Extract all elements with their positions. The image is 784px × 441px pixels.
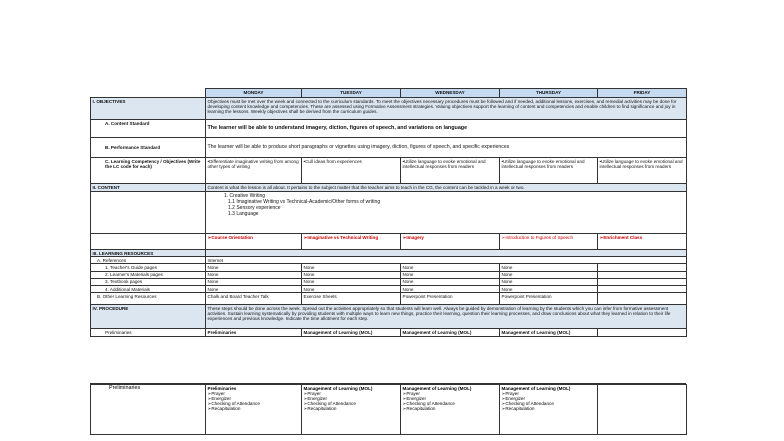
- content-outline: [206, 192, 687, 234]
- day-tuesday: TUESDAY: [302, 89, 401, 98]
- objectives-row: I. OBJECTIVES Objectives must be met over the week and connected to the curriculum standards. To meet the objectives necessary procedures must be followed and if needed, additional lessons, exercises, and remedial activities may be done for developing content knowledge and competencies. These are assessed using Formative Assessment strategies. Valuing objectives support the learning of content and competencies and enable children to find significance and joy in learning the lessons. Weekly objectives shall be derived from the curriculum guides.: [91, 98, 687, 120]
- preliminaries-label: Preliminaries: [91, 385, 206, 435]
- cell: [598, 278, 687, 285]
- prelim-item: ➢ Prayer: [304, 391, 399, 396]
- content-outline-row: [91, 192, 687, 234]
- cell: None: [401, 278, 500, 285]
- materials-label: Learner's Materials pages: [110, 272, 163, 278]
- content-text: Content is what the lesson is all about. It pertains to the subject matter that the teacher aims to teach in the CG, the content can be tackled in a week or two.: [206, 184, 687, 192]
- procedure-text: These steps should be done across the week. Spread out the activities appropriately so that students will learn well. Always be guided by demonstration of learning by the students which you can infer from formative assessment activities. Sustain learning systematically by providing students with multiple ways to learn new things, practice their learning, question their learning processes, and draw conclusions about what they learned in relation to their life experiences and previous knowledge. Indicate the time allotment for each step.: [206, 305, 687, 329]
- resources-label: LEARNING RESOURCES: [98, 250, 154, 256]
- performance-standard-label: Performance Standard: [110, 144, 161, 150]
- prelim-item: ➢ Prayer: [403, 391, 498, 396]
- textbook-label: Textbook pages: [110, 279, 143, 285]
- prelim-item: ➢ Checking of Attendance: [208, 401, 300, 406]
- day-friday: FRIDAY: [598, 89, 687, 98]
- cell: [598, 329, 687, 337]
- day-header-row: [91, 89, 687, 98]
- competency-tuesday: • Cull ideas from experiences: [302, 158, 401, 184]
- cell: None: [206, 278, 302, 285]
- cell: None: [302, 271, 401, 278]
- cell: [598, 293, 687, 305]
- prelim-item: ➢ Checking of Attendance: [403, 401, 498, 406]
- topic-monday: ➢ Course Orientation: [206, 234, 302, 250]
- prelim-col-thursday: [500, 385, 598, 435]
- prelim-item: ➢ Energizer: [208, 396, 300, 401]
- cell: None: [302, 264, 401, 271]
- topic-tuesday: ➢ Imaginative vs Technical Writing: [302, 234, 401, 250]
- prelim-item: ➢ Recapitulation: [502, 406, 596, 411]
- prelim-item: ➢ Recapitulation: [208, 406, 300, 411]
- performance-standard-row: B. Performance Standard The learner will be able to produce short paragraphs or vignettes using imagery, diction, figures of speech, and specific experiences: [91, 138, 687, 158]
- references-text: Internet: [206, 257, 687, 264]
- cell: None: [500, 286, 598, 293]
- prelim-col-wednesday: [401, 385, 500, 435]
- cell: None: [401, 264, 500, 271]
- materials-row: 2. Learner's Materials pages None None None None: [91, 271, 687, 278]
- preliminaries-block: [90, 383, 686, 436]
- prelim-list: [403, 391, 498, 412]
- other-resources-label: Other Learning Resources: [102, 293, 157, 299]
- prelim-col-monday: [206, 385, 302, 435]
- prelim-list: [502, 391, 596, 412]
- guide-label: Teacher's Guide pages: [110, 264, 157, 270]
- day-wednesday: WEDNESDAY: [401, 89, 500, 98]
- lesson-log-sheet: [90, 88, 686, 428]
- content-standard-label: Content Standard: [110, 120, 150, 126]
- preliminaries-table: [90, 384, 687, 435]
- competency-wednesday: • Utilize language to evoke emotional and intellectual responses from readers: [401, 158, 500, 184]
- cell: [598, 271, 687, 278]
- content-standard-text: The learner will be able to understand imagery, diction, figures of speech, and variations on language: [206, 120, 687, 138]
- references-row: A. References Internet: [91, 257, 687, 264]
- prelim-top-label: Preliminaries: [91, 329, 206, 337]
- cell: None: [500, 271, 598, 278]
- competency-friday: • Utilize language to evoke emotional and intellectual responses from readers: [598, 158, 687, 184]
- prelim-item: ➢ Prayer: [208, 391, 300, 396]
- prelim-item: ➢ Energizer: [502, 396, 596, 401]
- objectives-text: Objectives must be met over the week and connected to the curriculum standards. To meet the objectives necessary procedures must be followed and if needed, additional lessons, exercises, and remedial activities may be done for developing content knowledge and competencies. These are assessed using Formative Assessment strategies. Valuing objectives support the learning of content and competencies and enable children to find significance and joy in learning the lessons. Weekly objectives shall be derived from the curriculum guides.: [206, 98, 687, 120]
- cell: Management of Learning (MOL): [302, 329, 401, 337]
- topics-row: [91, 234, 687, 250]
- cell: None: [206, 264, 302, 271]
- prelim-item: ➢ Prayer: [502, 391, 596, 396]
- topic-friday: ➢ Enrichment Class: [598, 234, 687, 250]
- guide-row: 1. Teacher's Guide pages None None None None: [91, 264, 687, 271]
- cell: None: [500, 264, 598, 271]
- prelim-col-tuesday: [302, 385, 401, 435]
- prelim-item: ➢ Energizer: [403, 396, 498, 401]
- prelim-item: ➢ Checking of Attendance: [304, 401, 399, 406]
- prelim-head: Management of Learning (MOL): [402, 385, 472, 391]
- content-label: CONTENT: [97, 184, 120, 190]
- other-resources-row: B. Other Learning Resources Chalk and Board Teacher Talk Exercise Sheets Powerpoint Presentation Powerpoint Presentation: [91, 293, 687, 305]
- outline-item: 1. Creative Writing: [224, 192, 266, 199]
- day-thursday: THURSDAY: [500, 89, 598, 98]
- cell: None: [206, 286, 302, 293]
- day-monday: MONDAY: [206, 89, 302, 98]
- cell: Powerpoint Presentation: [500, 293, 598, 305]
- prelim-item: ➢ Recapitulation: [304, 406, 399, 411]
- cell: Exercise Sheets: [302, 293, 401, 305]
- topic-wednesday: ➢ Imagery: [401, 234, 500, 250]
- objectives-label: OBJECTIVES: [96, 98, 126, 104]
- lesson-log-table: [90, 88, 687, 337]
- cell: None: [401, 286, 500, 293]
- additional-row: 4. Additional Materials None None None None: [91, 286, 687, 293]
- prelim-head: Management of Learning (MOL): [501, 385, 571, 391]
- cell: None: [302, 286, 401, 293]
- procedure-row: IV. PROCEDURE These steps should be done across the week. Spread out the activities appropriately so that students will learn well. Always be guided by demonstration of learning by the students which you can infer from formative assessment activities. Sustain learning systematically by providing students with multiple ways to learn new things, practice their learning, question their learning processes, and draw conclusions about what they learned in relation to their life experiences and previous knowledge. Indicate the time allotment for each step.: [91, 305, 687, 329]
- cell: None: [500, 278, 598, 285]
- cell: None: [302, 278, 401, 285]
- competency-monday: • Differentiate imaginative writing from among other types of writing: [206, 158, 302, 184]
- topic-thursday: ➢ Introduction to Figures of Speech: [500, 234, 598, 250]
- cell: [598, 264, 687, 271]
- procedure-label: PROCEDURE: [98, 305, 129, 311]
- prelim-col-friday: [598, 385, 687, 435]
- cell: None: [401, 271, 500, 278]
- prelim-item: ➢ Recapitulation: [403, 406, 498, 411]
- cell: Management of Learning (MOL): [500, 329, 598, 337]
- cell: None: [206, 271, 302, 278]
- competency-row: C. Learning Competency / Objectives (Write the LC code for each) • Differentiate imaginative writing from among other types of writing • Cull ideas from experiences • Utilize language to evoke emotional and intellectual responses from readers • Utilize language to evoke emotional and intellectual responses from readers • Utilize language to evoke emotional and intellectual responses from readers: [91, 158, 687, 184]
- cell: Chalk and Board Teacher Talk: [206, 293, 302, 305]
- resources-row: III. LEARNING RESOURCES: [91, 250, 687, 257]
- competency-thursday: • Utilize language to evoke emotional and intellectual responses from readers: [500, 158, 598, 184]
- prelim-top-row: [91, 329, 687, 337]
- prelim-item: ➢ Checking of Attendance: [502, 401, 596, 406]
- outline-item: 1.3 Language: [228, 210, 259, 217]
- outline-item: 1.1 Imaginative Writing vs Technical-Academic/Other forms of writing: [228, 198, 381, 205]
- cell: Management of Learning (MOL): [401, 329, 500, 337]
- cell: [598, 286, 687, 293]
- references-label: References: [102, 257, 127, 263]
- outline-item: 1.2 Sensory experience: [228, 204, 281, 211]
- competency-label: Learning Competency / Objectives (Write the LC code for each): [105, 158, 201, 169]
- prelim-list: [304, 391, 399, 412]
- prelim-list: [208, 391, 300, 412]
- content-row: II. CONTENT Content is what the lesson is all about. It pertains to the subject matter that the teacher aims to teach in the CG, the content can be tackled in a week or two.: [91, 184, 687, 192]
- additional-label: Additional Materials: [109, 286, 150, 292]
- cell: Preliminaries: [206, 329, 302, 337]
- textbook-row: 3. Textbook pages None None None None: [91, 278, 687, 285]
- prelim-head: Preliminaries: [207, 385, 237, 391]
- performance-standard-text: The learner will be able to produce short paragraphs or vignettes using imagery, diction, figures of speech, and specific experiences: [206, 138, 687, 158]
- prelim-head: Management of Learning (MOL): [303, 385, 373, 391]
- content-standard-row: A. Content Standard The learner will be able to understand imagery, diction, figures of speech, and variations on language: [91, 120, 687, 138]
- prelim-item: ➢ Energizer: [304, 396, 399, 401]
- cell: Powerpoint Presentation: [401, 293, 500, 305]
